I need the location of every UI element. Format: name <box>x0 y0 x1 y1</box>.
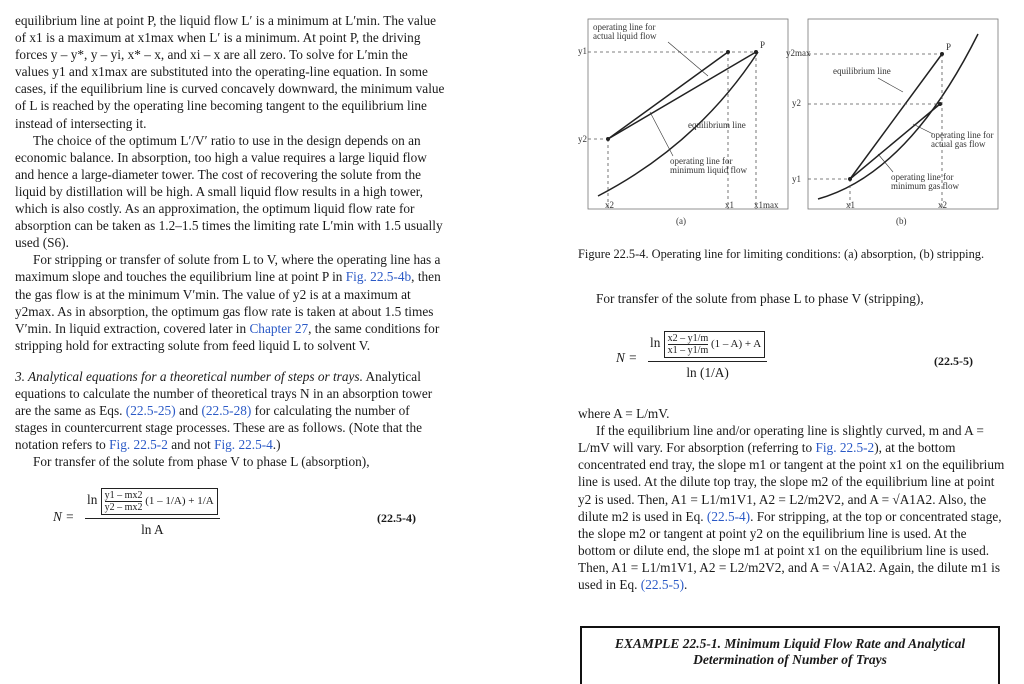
axis-y2: y2 <box>792 98 801 108</box>
axis-y2: y2 <box>578 134 587 144</box>
equation-22-5-4 <box>15 480 445 552</box>
axis-y1: y1 <box>792 174 801 184</box>
label-operating-minimum: operating line for <box>670 156 733 166</box>
axis-y2max: y2max <box>786 48 811 58</box>
equation-fraction <box>85 488 220 538</box>
equation-number: (22.5-5) <box>934 354 973 369</box>
equation-fraction <box>648 331 767 381</box>
equation-denominator: ln A <box>141 522 164 538</box>
label-equilibrium: equilibrium line <box>833 66 891 76</box>
section-heading: 3. Analytical equations for a theoretical number of steps or trays. <box>15 368 363 384</box>
panel-a-label: (a) <box>676 216 686 226</box>
axis-x1: x1 <box>725 200 734 210</box>
label-equilibrium: equilibrium line <box>688 120 746 130</box>
equation-number: (22.5-4) <box>377 511 416 526</box>
bracket: $\frac{y1 - mx2}{y2 - mx2}$ (1 – 1/A) + 1/A <box>101 488 218 515</box>
panel-b <box>786 19 998 226</box>
axis-y1: y1 <box>578 46 587 56</box>
ln-label: ln <box>87 492 98 508</box>
paragraph: For stripping or transfer of solute from L to V, where the operating line has a maximum slope and touches the equilibrium line at point P in Fig. 22.5-4b, then the gas flow is at the minimum V′min. The value of y2 is at a maximum at y2max. As in absorption, the optimum gas flow rate is taken at about 1.5 times V′min. In liquid extraction, covered later in Chapter 27, the same conditions for stripping hold for extracting solute from feed liquid L to solvent V. <box>15 252 441 353</box>
equation-link[interactable]: (22.5-5) <box>640 577 684 593</box>
example-subtitle: Determination of Number of Trays <box>693 652 887 667</box>
operating-line-actual <box>850 104 940 179</box>
paragraph: equilibrium line at point P, the liquid flow L′ is a minimum at L′min. The value of x1 is a maximum at x1max when L′ is a minimum. At point P, the driving forces y – y*, y – yi, x* – x, and xi – x are all zero. To solve for L′min the values y1 and x1max are substituted into the operating-line equation. In some cases, if the equilibrium line is curved concavely downward, the minimum value of L is reached by the operating line becoming tangent to the equilibrium line instead of intersecting it. <box>15 13 445 131</box>
figure-link[interactable]: Fig. 22.5-2 <box>815 440 875 456</box>
equation-lhs: N = <box>53 509 75 525</box>
equation-denominator: ln (1/A) <box>686 365 729 381</box>
bracket: $\frac{x2 - y1/m}{x1 - y1/m}$ (1 – A) + A <box>664 331 766 358</box>
ln-label: ln <box>650 335 661 351</box>
figure-link[interactable]: Fig. 22.5-4b <box>345 269 412 285</box>
equation-link[interactable]: (22.5-25) <box>125 403 176 419</box>
svg-text:minimum liquid flow: minimum liquid flow <box>670 165 748 175</box>
figure-caption: Figure 22.5-4. Operating line for limiting conditions: (a) absorption, (b) stripping. <box>578 247 985 261</box>
equation-22-5-5 <box>578 317 1006 395</box>
label-point-p: P <box>760 40 766 50</box>
paragraph: 3. Analytical equations for a theoretical number of steps or trays. Analytical equations to calculate the number of theoretical trays N in an absorption tower are the same as Eqs. (22.5-25) and (22.5-28) for calculating the number of stages in countercurrent stage processes. These are as follows. (Note that the notation refers to Fig. 22.5-2 and not Fig. 22.5-4.) <box>15 368 433 453</box>
equation-lhs: N = <box>616 350 638 366</box>
figure-diagram <box>578 14 1006 234</box>
example-box <box>580 626 1000 684</box>
paragraph: If the equilibrium line and/or operating line is slightly curved, m and A = L/mV will vary. For absorption (referring to Fig. 22.5-2), at the bottom concentrated end tray, the slope m1 or tangent at the point x1 on the equilibrium line is used. At the dilute top tray, the slope m2 of the equilibrium line at point y2 is used. Then, A1 = L1/m1V1, A2 = L2/m2V2, and A = √A1A2. Also, the dilute m2 is used in Eq. (22.5-4). For stripping, at the top or concentrated stage, the slope m2 or tangent at point y2 on the equilibrium line is used. At the bottom or dilute end, the slope m1 at point x1 on the equilibrium line is used. Then, A1 = L1/m1V1, A2 = L2/m2V2, and A = √A1A2. Again, the dilute m1 is used in Eq. (22.5-5). <box>578 423 1005 593</box>
axis-x2: x2 <box>938 200 947 210</box>
paragraph: For transfer of the solute from phase L to phase V (stripping), <box>596 291 924 306</box>
axis-x1max: x1max <box>754 200 779 210</box>
label-operating-actual: operating line for <box>931 130 994 140</box>
left-column <box>15 12 445 562</box>
paragraph: For transfer of the solute from phase V to phase L (absorption), <box>33 454 370 470</box>
example-title: EXAMPLE 22.5-1. Minimum Liquid Flow Rate and Analytical <box>614 636 966 651</box>
label-operating-minimum: operating line for <box>891 172 954 182</box>
paragraph: The choice of the optimum L′/V′ ratio to use in the design depends on an economic balance. In absorption, too high a value requires a large liquid flow and hence a large-diameter tower. The cost of recovering the solute from the liquid by distillation will be high. A small liquid flow results in a high tower, which is also costly. As an approximation, the optimum liquid flow rate for absorption can be taken as 1.2–1.5 times the limiting rate L′min with 1.5 usually used (S6). <box>15 132 443 251</box>
chapter-link[interactable]: Chapter 27 <box>249 320 309 336</box>
equation-link[interactable]: (22.5-28) <box>201 403 252 419</box>
equation-link[interactable]: (22.5-4) <box>706 508 751 524</box>
axis-x2: x2 <box>605 200 614 210</box>
label-operating-actual: operating line for <box>593 22 656 32</box>
panel-a <box>578 19 788 226</box>
panel-b-label: (b) <box>896 216 907 226</box>
figure-link[interactable]: Fig. 22.5-4 <box>214 437 273 453</box>
svg-text:actual liquid flow: actual liquid flow <box>593 31 657 41</box>
label-point-p: P <box>946 42 952 52</box>
axis-x1: x1 <box>846 200 855 210</box>
figure-link[interactable]: Fig. 22.5-2 <box>109 437 168 453</box>
svg-text:minimum gas flow: minimum gas flow <box>891 181 959 191</box>
paragraph: where A = L/mV. <box>578 406 670 422</box>
right-column <box>578 290 1006 593</box>
figure-22-5-4 <box>578 14 1006 234</box>
svg-text:actual gas flow: actual gas flow <box>931 139 986 149</box>
